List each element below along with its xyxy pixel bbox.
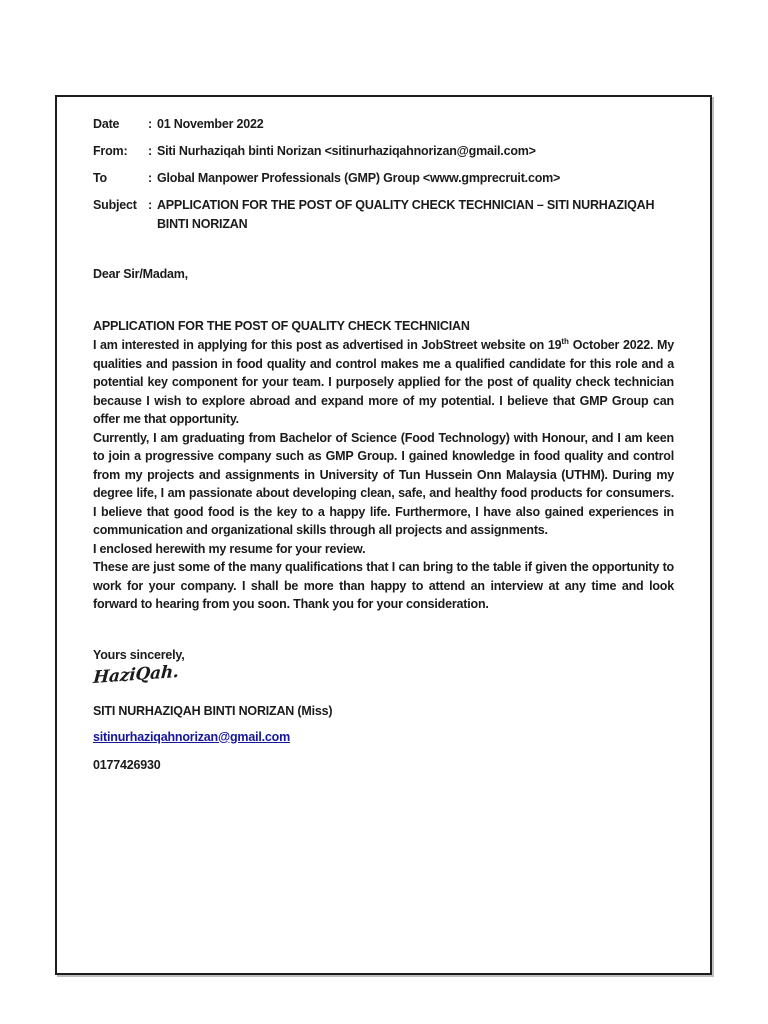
paragraph-resume: I enclosed herewith my resume for your review. — [93, 541, 366, 556]
paragraph-intro-text-1: I am interested in applying for this post as advertised in JobStreet website on 19 — [93, 338, 562, 352]
email-row — [93, 728, 674, 747]
subject-value: APPLICATION FOR THE POST OF QUALITY CHECK TECHNICIAN – SITI NURHAZIQAH BINTI NORIZAN — [156, 198, 655, 231]
paragraph-intro — [93, 336, 674, 429]
handwritten-signature: HaziQah. — [92, 661, 180, 688]
paragraph-closing: These are just some of the many qualifications that I can bring to the table if given the opportunity to work for your company. I shall be more than happy to attend an interview at any time and look forward to hearing from you soon. Thank you for your consideration. — [93, 560, 674, 611]
header-row-date — [93, 115, 674, 134]
header-row-to — [93, 169, 674, 188]
subject-separator: : — [148, 198, 152, 212]
email-link[interactable]: sitinurhaziqahnorizan@gmail.com — [93, 729, 290, 744]
date-label: Date — [93, 117, 120, 131]
letter-header — [93, 115, 674, 234]
subject-label: Subject — [93, 198, 137, 212]
paragraph-background: Currently, I am graduating from Bachelor of Science (Food Technology) with Honour, and I am keen to join a progressive company such as GMP Group. I gained knowledge in food quality and control from my projects and assignments in University of Tun Hussein Onn Malaysia (UTHM). During my degree life, I am passionate about developing clean, safe, and healthy food products for consumers. I believe that good food is the key to a happy life. Furthermore, I have also gained experiences in communication and organizational skills through all projects and assignments. — [93, 430, 674, 537]
to-label: To — [93, 171, 107, 185]
paragraph-intro-text-2: October 2022. My qualities and passion in food quality and control makes me a qualified candidate for this role and a potential key component for your team. I purposely applied for the post of quality check technician because I wish to explore abroad and expand more of my potential. I believe that GMP Group can offer me that opportunity. — [93, 338, 674, 426]
letter-border-box — [55, 95, 712, 975]
subject-heading: APPLICATION FOR THE POST OF QUALITY CHECK TECHNICIAN — [93, 319, 470, 333]
ordinal-superscript: th — [561, 336, 569, 346]
header-row-subject — [93, 196, 674, 234]
signer-name: SITI NURHAZIQAH BINTI NORIZAN (Miss) — [93, 703, 333, 718]
from-separator: : — [148, 144, 152, 158]
phone-number: 0177426930 — [93, 757, 161, 772]
valediction: Yours sincerely, — [93, 647, 185, 662]
from-value: Siti Nurhaziqah binti Norizan <sitinurhaziqahnorizan@gmail.com> — [156, 144, 536, 158]
from-label: From: — [93, 144, 128, 158]
date-separator: : — [148, 117, 152, 131]
salutation: Dear Sir/Madam, — [93, 267, 188, 281]
to-separator: : — [148, 171, 152, 185]
to-value: Global Manpower Professionals (GMP) Group <www.gmprecruit.com> — [156, 171, 561, 185]
date-value: 01 November 2022 — [156, 117, 264, 131]
header-row-from — [93, 142, 674, 161]
